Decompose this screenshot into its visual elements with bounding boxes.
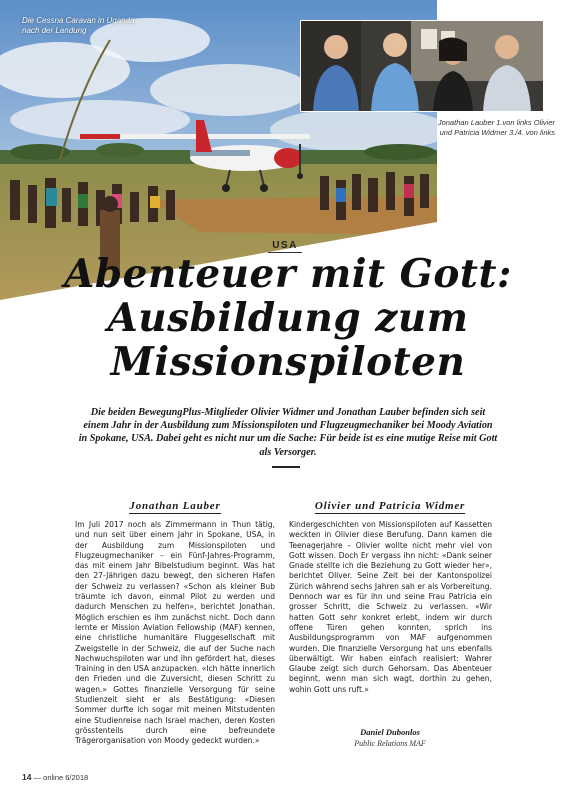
column-body-widmer: Kindergeschichten von Missionspiloten auf Kassetten weckten in Olivier diese Berufung. Dann kamen die Teenagerjahre – Olivier wollte nicht mehr viel von Gott wissen. Doch Er vergass ihn nicht: «Dank seiner Gnade stellte ich die Beziehung zu Gott wieder her», berichtet Oliver. Seine Zeit bei der Kantonspolizei Zürich während sechs Jahren sah er als Vorbereitung. Dennoch war es für ihn und seine Frau Patricia ein grosser Schritt, die Schweiz zu verlassen. «Wir hatten Gott sehr konkret erlebt, indem wir durch offene Türen gehen konnten, sprich ins Ausbildungsprogramm von MAF aufgenommen wurden. Die finanzielle Versorgung hat uns ebenfalls überwältigt. Wir haben einfach realisiert: Wahrer Glaube zeigt sich durch Gehorsam. Das Abenteuer beginnt, wenn man sich wagt, dorthin zu gehen, wohin Gott uns ruft.»	[289, 520, 492, 694]
section-kicker: USA	[268, 240, 302, 253]
page-footer	[22, 772, 88, 782]
headline-line: Missionspiloten	[110, 339, 466, 385]
team-photo	[300, 20, 544, 112]
column-heading-text: Jonathan Lauber	[129, 500, 221, 512]
team-photo-caption: Jonathan Lauber 1.von links Olivier und Patricia Widmer 3./4. von links	[437, 118, 555, 137]
page-number: 14	[22, 772, 32, 782]
team-photo-illustration	[301, 21, 544, 112]
author-name: Daniel Dubonlos	[360, 727, 420, 737]
column-heading-jonathan	[80, 500, 270, 512]
column-heading-widmer	[292, 500, 488, 512]
column-body-jonathan: Im Juli 2017 noch als Zimmermann in Thun tätig, und nun seit über einem Jahr in Spokane, USA, in der Ausbildung zum Missionspiloten und Flugzeugmechaniker – ein Fünf-Jahres-Programm, das mit einem Jahr Bibelstudium beginnt. Was hat den 27-Jährigen dazu bewegt, den sicheren Hafen der Schweiz zu verlassen? «Schon als kleiner Bub träumte ich davon, einmal Pilot zu werden und dadurch Menschen zu helfen», berichtet Jonathan. Möglich erschien es ihm zunächst nicht. Doch dann lernte er Mission Aviation Fellowship (MAF) kennen, eine christliche humanitäre Fluggesellschaft mit Zweigstelle in der Schweiz, die auf der Suche nach Nachwuchspiloten war und ihn gefördert hat, dieses Training in den USA anzupacken. «Ich hätte innerlich den Frieden und die Zuversicht, diesen Schritt zu wagen.» Gottes finanzielle Versorgung für seine Studienzeit sieht er als Bestätigung: «Diesen Sommer durfte ich sogar mit meinen Mitstudenten eine Studienreise nach Israel machen, deren Kosten grösstenteils durch eine befreundete Trägerorganisation von Moody gedeckt wurden.»	[75, 520, 275, 746]
headline-line: Abenteuer mit Gott:	[64, 251, 512, 297]
article-headline	[0, 252, 576, 384]
lead-divider	[272, 466, 300, 468]
author-signature	[300, 727, 480, 749]
headline-line: Ausbildung zum	[107, 295, 469, 341]
author-role: Public Relations MAF	[354, 739, 426, 748]
article-lead: Die beiden BewegungPlus-Mitglieder Olivier Widmer und Jonathan Lauber befinden sich seit einem Jahr in der Ausbildung zum Missionspiloten und Flugzeugmechaniker bei Moody Aviation in Spokane, USA. Dabei geht es nicht nur um die Sache: Für beide ist es eine mutige Reise mit Gott als Versorger.	[78, 407, 498, 458]
hero-caption: Die Cessna Caravan in Uganda nach der Landung	[22, 16, 135, 35]
column-heading-text: Olivier und Patricia Widmer	[314, 500, 466, 512]
issue-label: — online 6/2018	[33, 773, 89, 782]
